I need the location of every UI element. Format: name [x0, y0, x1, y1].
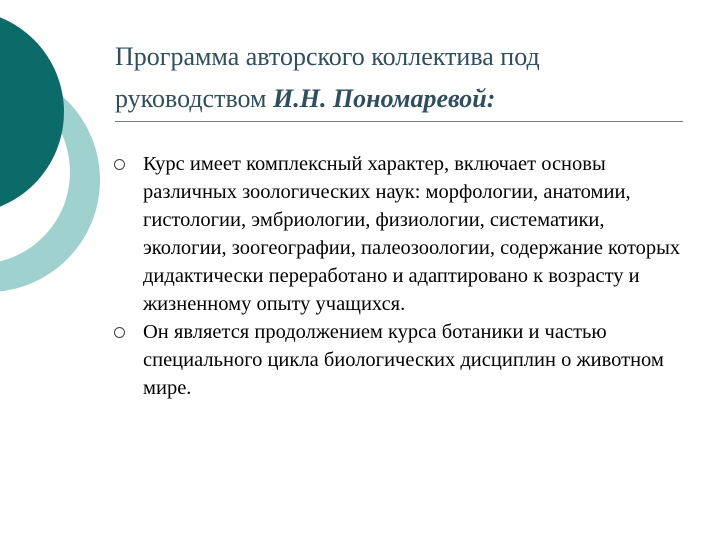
bullet-text: Курс имеет комплексный характер, включает основы различных зоологических наук: морфологии, анатомии, гистологии, эмбриологии, физиологии, систематики, экологии, зоогеографии, палеозоологии, содержание которых дидактически переработано и адаптировано к возрасту и жизненному опыту учащихся. — [143, 153, 681, 315]
title-author-name: И.Н. Пономаревой: — [273, 84, 496, 113]
bullet-list — [114, 150, 684, 402]
bullet-text: Он является продолжением курса ботаники и частью специального цикла биологических дисциплин о животном мире. — [143, 321, 664, 399]
decorative-circles — [0, 0, 130, 300]
bullet-item — [114, 318, 684, 402]
slide-title — [115, 36, 695, 120]
hollow-circle-bullet-icon — [114, 327, 125, 338]
bullet-item — [114, 150, 684, 318]
title-divider — [115, 121, 683, 122]
title-line-2: руководством — [115, 84, 267, 113]
hollow-circle-bullet-icon — [114, 159, 125, 170]
title-line-1: Программа авторского коллектива под — [115, 42, 540, 71]
